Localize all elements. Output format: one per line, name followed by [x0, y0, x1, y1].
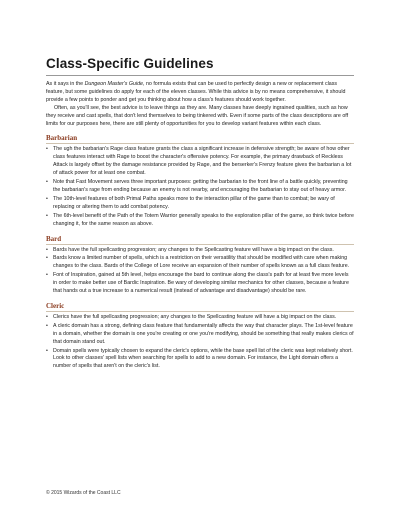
list-item: • Domain spells were typically chosen to expand the cleric's options, while the base spell list of the cleric was kept relatively short. Look to other classes' spell lists when searching for spells to add to a new domain. For instance, the Light domain offers a number of spells that aren't on the cleric's list.: [46, 347, 353, 370]
bullet-icon: •: [46, 322, 48, 329]
list-item: • The 6th-level benefit of the Path of the Totem Warrior generally speaks to the exploration pillar of the game, so think twice before changing it, for the same reason as above.: [46, 212, 354, 227]
section-divider: [46, 244, 354, 245]
book-title: Dungeon Master's Guide: [84, 81, 144, 87]
bullet-icon: •: [46, 255, 48, 262]
bullet-icon: •: [46, 313, 48, 320]
bullet-icon: •: [46, 179, 48, 186]
list-item: • Bards know a limited number of spells, which is a restriction on their versatility that should be modified with care when making changes to the class. Bards of the College of Lore receive an expansion of their number of spells known as a full class feature.: [46, 255, 350, 270]
intro-paragraph-1: As it says in the Dungeon Master's Guide, no formula exists that can be used to perfectly design a new or replacement class feature, but some guidelines do apply for each of the eleven classes. While this advice is by no means comprehensive, it should provide a few points to ponder and get you thinking about how a class's features should work together.: [46, 81, 346, 103]
page-title: Class-Specific Guidelines: [46, 56, 214, 71]
section-heading-cleric: Cleric: [46, 301, 65, 310]
section-divider: [46, 143, 354, 144]
barbarian-list: [46, 146, 354, 228]
list-item: • A cleric domain has a strong, defining class feature that fundamentally affects the way that character plays. The 1st-level feature in a domain, whether the domain is one you're creating or one you're modifying, should be something that really makes clerics of that domain stand out.: [46, 322, 354, 345]
intro-paragraph-2: Often, as you'll see, the best advice is to leave things as they are. Many classes have deeply ingrained qualities, such as how they receive and cast spells, that don't lend themselves to being tinkered with. Even if some parts of the class descriptions are off limits for our purposes here, there are still plenty of opportunities for you to develop variant features within each class.: [46, 104, 349, 127]
section-heading-barbarian: Barbarian: [46, 134, 78, 143]
bullet-icon: •: [46, 195, 48, 202]
title-divider: [46, 75, 354, 76]
list-item: • Font of Inspiration, gained at 5th level, helps encourage the bard to continue along the class's path for at least five more levels in order to make better use of Bardic Inspiration. Be wary of developing similar mechanics for other classes, because a feature that hands out a true increase to a numerical result (instead of advantage and disadvantage) should be rare.: [46, 272, 349, 295]
copyright-footer: © 2015 Wizards of the Coast LLC: [46, 490, 121, 496]
list-item: • Note that Fast Movement serves three important purposes: getting the barbarian to the front line of a battle quickly, preventing the barbarian's rage from ending because an enemy is not nearby, and encouraging the barbarian to stay out of heavy armor.: [46, 179, 348, 193]
cleric-list: [46, 314, 354, 371]
section-divider: [46, 311, 354, 312]
bullet-icon: •: [46, 272, 48, 279]
list-item: • The ugh the barbarian's Rage class feature grants the class a significant increase in defensive strength; be aware of how other class features interact with Rage to boost the character's offensive potency. For example, the primary drawback of Reckless Attack is largely offset by the damage resistance provided by Rage, and the berserker's Frenzy feature gives the barbarian a lot of attack power for at least one combat.: [46, 146, 352, 177]
section-heading-bard: Bard: [46, 234, 62, 243]
list-item: • Clerics have the full spellcasting progression; any changes to the Spellcasting feature will have a big impact on the class.: [46, 313, 337, 320]
list-item: • The 10th-level features of both Primal Paths speaks more to the interaction pillar of the game than to combat; be wary of replacing or altering them to add combat potency.: [46, 195, 335, 210]
bard-list: [46, 247, 354, 296]
bullet-icon: •: [46, 146, 48, 153]
bullet-icon: •: [46, 212, 48, 219]
bullet-icon: •: [46, 246, 48, 253]
list-item: • Bards have the full spellcasting progression; any changes to the Spellcasting feature will have a big impact on the class.: [46, 246, 334, 253]
bullet-icon: •: [46, 347, 48, 354]
